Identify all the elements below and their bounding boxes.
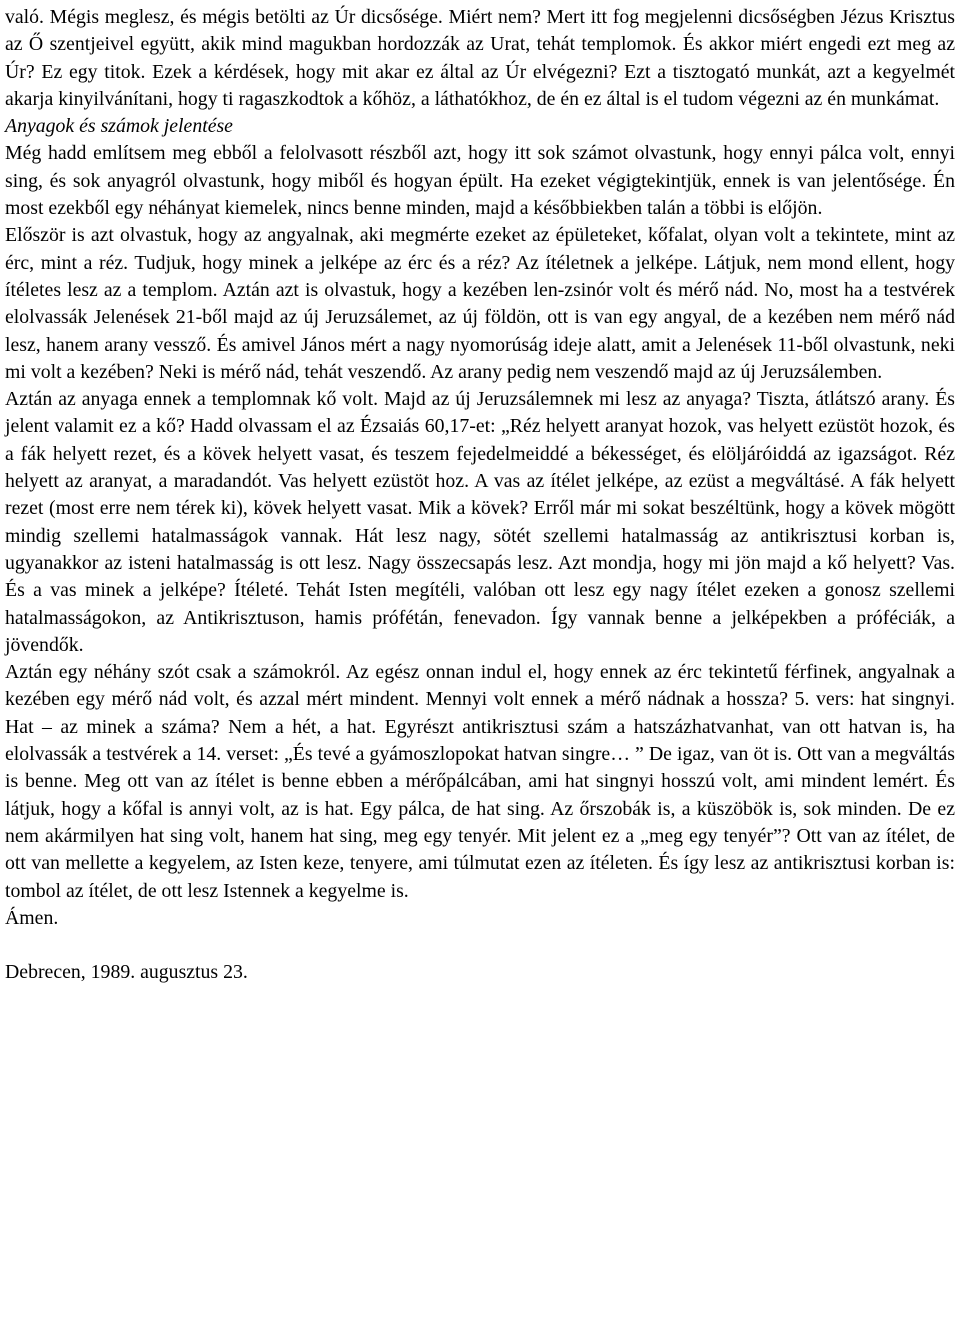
place-date-footer: Debrecen, 1989. augusztus 23. — [5, 961, 248, 984]
section-heading: Anyagok és számok jelentése — [5, 115, 233, 138]
paragraph-intro: való. Mégis meglesz, és mégis betölti az Úr dicsősége. Miért nem? Mert itt fog megjelenni dicsőségben Jézus Krisztus az Ő szentjeivel együtt, akik mind magukban hordozzák az Urat, tehát templomok. És akkor miért engedi ezt meg az Úr? Ez egy titok. Ezek a kérdések, hogy mit akar ez által az Úr elvégezni? Ezt a tisztogató munkát, azt a kegyelmét akarja kinyilvánítani, hogy ti ragaszkodtok a kőhöz, a láthatókhoz, de én ez által is el tudom végezni az én munkámat. — [5, 6, 955, 110]
paragraph-4: Aztán egy néhány szót csak a számokról. Az egész onnan indul el, hogy ennek az érc tekintetű férfinek, angyalnak a kezében egy mérő nád volt, és azzal mért mindent. Mennyi volt ennek a mérő nádnak a hossza? 5. vers: hat singnyi. Hat – az minek a száma? Nem a hét, a hat. Egyrészt antikrisztusi szám a hatszázhatvanhat, van ott hatvan is, ha elolvassák a testvérek a 14. verset: „És tevé a gyámoszlopokat hatvan singre… ” De igaz, van öt is. Ott van a megváltás is benne. Meg ott van az ítélet is benne ebben a mérőpálcában, ami hat singnyi hosszú volt, ami mindent lemért. És látjuk, hogy a kőfal is annyi volt, az is hat. Egy pálca, de hat sing. Az őrszobák is, a küszöbök is, sok minden. De ez nem akármilyen hat sing volt, hanem hat sing, meg egy tenyér. Mit jelent ez a „meg egy tenyér”? Ott van az ítélet, de ott van mellette a kegyelem, az Isten keze, tenyere, ami túlmutat ezen az ítéleten. És így lesz az antikrisztusi korban is: tombol az ítélet, de ott lesz Istennek a kegyelme is. — [5, 661, 955, 902]
paragraph-3: Aztán az anyaga ennek a templomnak kő volt. Majd az új Jeruzsálemnek mi lesz az anyaga? Tiszta, átlátszó arany. És jelent valamit ez a kő? Hadd olvassam el az Ézsaiás 60,17-et: „Réz helyett aranyat hozok, vas helyett ezüstöt hozok, és a fák helyett rezet, és a kövek helyett vasat, és teszem fejedelmeiddé a békességet, és elöljáróiddá az igazságot. Réz helyett az aranyat, a maradandót. Vas helyett ezüstöt hoz. A vas az ítélet jelképe, az ezüst a megváltásé. A fák helyett rezet (most erre nem térek ki), kövek helyett vasat. Mik a kövek? Erről már mi sokat beszéltünk, hogy a kövek mögött mindig szellemi hatalmasságok vannak. Hát lesz nagy, sötét szellemi hatalmasság az antikrisztusi korban is, ugyanakkor az isteni hatalmasság is ott lesz. Nagy összecsapás lesz. Azt mondja, hogy mi jön majd a kő helyett? Vas. És a vas minek a jelképe? Ítéleté. Tehát Isten megítéli, valóban ott lesz egy nagy ítélet ezeken a gonosz szellemi hatalmasságokon, az Antikrisztuson, hamis prófétán, fenevadon. Így vannak benne a jelképekben a próféciák, a jövendők. — [5, 388, 955, 656]
closing-amen: Ámen. — [5, 906, 59, 929]
paragraph-2: Először is azt olvastuk, hogy az angyalnak, aki megmérte ezeket az épületeket, kőfalat, olyan volt a tekintete, mint az érc, mint a réz. Tudjuk, hogy minek a jelképe az érc és a réz? Az ítéletnek a jelképe. Látjuk, nem mond ellent, hogy ítéletes lesz az a templom. Aztán azt is olvastuk, hogy a kezében len-zsinór volt és mérő nád. No, most ha a testvérek elolvassák Jelenések 21-ből majd az új Jeruzsálemet, az új földön, ott is van egy angyal, de a kezében nem mérő nád lesz, hanem arany vessző. És amivel János mért a nagy nyomorúság ideje alatt, amit a Jelenések 11-ből olvastunk, neki mi volt a kezében? Neki is mérő nád, tehát veszendő. Az arany pedig nem veszendő majd az új Jeruzsálemben. — [5, 224, 955, 383]
blank-line — [5, 932, 955, 959]
paragraph-1: Még hadd említsem meg ebből a felolvasott részből azt, hogy itt sok számot olvastunk, hogy ennyi pálca volt, ennyi sing, és sok anyagról olvastunk, hogy miből és hogyan épült. Ha ezeket végigtekintjük, ennek is van jelentősége. Én most ezekből egy néhányat kiemelek, nincs benne minden, majd a későbbiekben talán a többi is előjön. — [5, 142, 955, 220]
